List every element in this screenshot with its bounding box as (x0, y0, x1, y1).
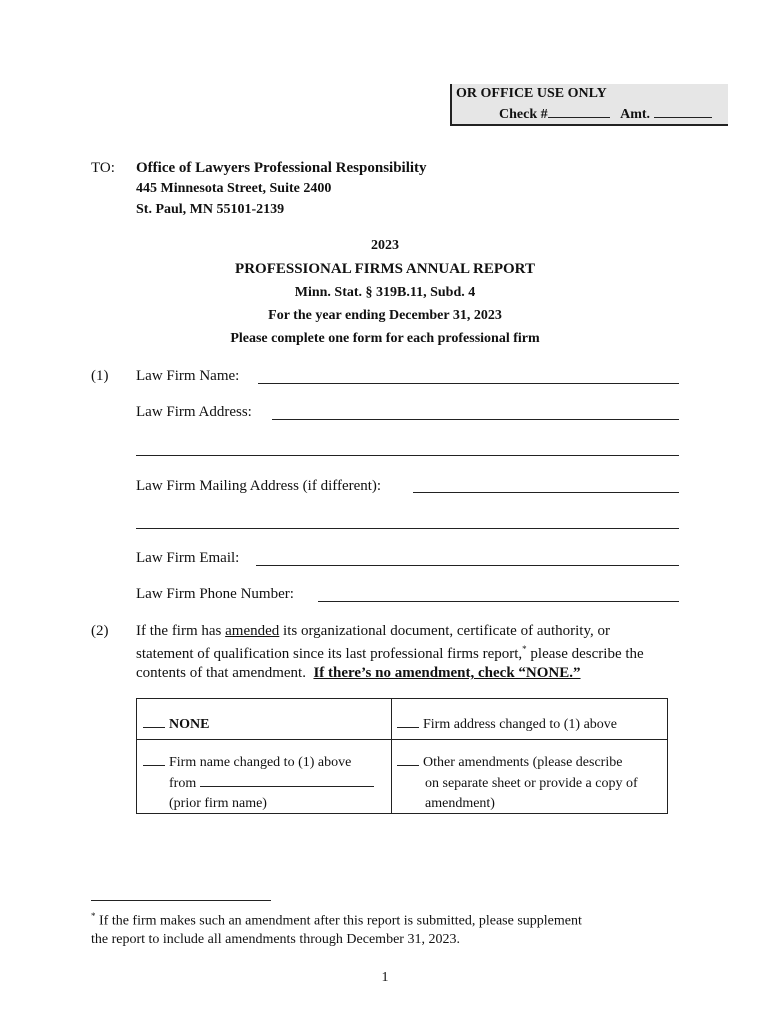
prior-name-field[interactable] (200, 774, 374, 787)
firm-name-field[interactable] (258, 383, 679, 384)
mailing-address-label: Law Firm Mailing Address (if different): (136, 478, 382, 494)
mailing-address-field-line2[interactable] (136, 528, 679, 529)
footnote-marker: * (522, 644, 527, 654)
none-label: NONE (169, 717, 210, 732)
name-changed-option[interactable] (143, 753, 351, 773)
section-2-line2: statement of qualification since its last professional firms report,* please describe the (136, 644, 644, 662)
prior-name-caption: (prior firm name) (169, 796, 267, 811)
footnote-divider (91, 900, 271, 901)
firm-address-field-line2[interactable] (136, 455, 679, 456)
section-1-number: (1) (91, 368, 109, 384)
office-use-fields (499, 105, 712, 123)
other-amendments-line2: on separate sheet or provide a copy of (425, 776, 638, 791)
none-option[interactable] (143, 715, 209, 735)
report-period: For the year ending December 31, 2023 (268, 308, 502, 323)
firm-name-label: Law Firm Name: (136, 368, 240, 384)
firm-phone-label: Law Firm Phone Number: (136, 586, 294, 602)
to-label: TO: (91, 160, 115, 176)
from-label: from (169, 776, 197, 791)
firm-email-label: Law Firm Email: (136, 550, 240, 566)
address-changed-checkbox[interactable] (397, 715, 419, 728)
statute-reference: Minn. Stat. § 319B.11, Subd. 4 (294, 285, 476, 300)
page-number: 1 (381, 970, 389, 985)
firm-address-label: Law Firm Address: (136, 404, 252, 420)
amount-blank[interactable] (654, 105, 712, 118)
address-changed-label: Firm address changed to (1) above (423, 717, 617, 732)
none-instruction: If there’s no amendment, check “NONE.” (313, 665, 581, 681)
recipient-name: Office of Lawyers Professional Responsibility (136, 160, 427, 176)
name-changed-label: Firm name changed to (1) above (169, 755, 352, 770)
amt-label: Amt. (620, 107, 651, 122)
other-amendments-checkbox[interactable] (397, 753, 419, 766)
section-2-line1: If the firm has amended its organizational document, certificate of authority, or (136, 623, 610, 639)
office-use-box (450, 84, 728, 126)
other-amendments-label: Other amendments (please describe (423, 755, 623, 770)
name-changed-checkbox[interactable] (143, 753, 165, 766)
section-2-line3: contents of that amendment. If there’s no amendment, check “NONE.” (136, 665, 581, 681)
check-number-blank[interactable] (548, 105, 610, 118)
report-title: PROFESSIONAL FIRMS ANNUAL REPORT (235, 261, 535, 277)
amended-word: amended (225, 623, 280, 639)
report-year: 2023 (371, 238, 399, 253)
section-2-number: (2) (91, 623, 109, 639)
other-amendments-line3: amendment) (425, 796, 495, 811)
other-amendments-option[interactable] (397, 753, 667, 773)
firm-address-field[interactable] (272, 419, 679, 420)
check-label: Check # (499, 107, 548, 122)
footnote-line2: the report to include all amendments through December 31, 2023. (91, 932, 460, 947)
footnote-line1: * If the firm makes such an amendment after this report is submitted, please supplement (91, 911, 582, 929)
none-checkbox[interactable] (143, 715, 165, 728)
report-instruction: Please complete one form for each professional firm (230, 331, 540, 346)
recipient-city: St. Paul, MN 55101-2139 (136, 202, 285, 217)
recipient-street: 445 Minnesota Street, Suite 2400 (136, 181, 332, 196)
prior-name-row (169, 774, 374, 794)
amendment-table (136, 698, 668, 814)
firm-email-field[interactable] (256, 565, 679, 566)
office-use-title: OR OFFICE USE ONLY (456, 86, 607, 101)
firm-phone-field[interactable] (318, 601, 679, 602)
address-changed-option[interactable] (397, 715, 665, 735)
mailing-address-field[interactable] (413, 492, 679, 493)
